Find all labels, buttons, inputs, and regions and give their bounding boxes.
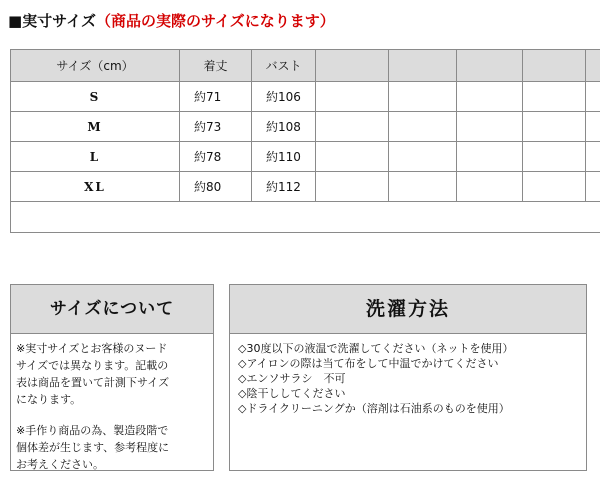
- header-empty: [389, 50, 457, 82]
- bust-cell: 約110: [252, 142, 316, 172]
- washing-instruction: ◇ドライクリーニングか（溶剤は石油系のものを使用）: [238, 402, 510, 415]
- empty-cell: [523, 142, 586, 172]
- size-table: [10, 49, 600, 233]
- table-spacer-row: [11, 202, 600, 233]
- table-header-row: [11, 50, 600, 82]
- size-info-line: ※実寸サイズとお客様のヌード: [16, 342, 168, 355]
- empty-cell: [316, 112, 389, 142]
- size-info-line: お考えください。: [16, 458, 104, 471]
- header-empty: [586, 50, 600, 82]
- title-label: ■実寸サイズ: [8, 12, 96, 30]
- length-cell: 約71: [180, 82, 252, 112]
- header-bust: バスト: [252, 50, 316, 82]
- size-cell: M: [11, 112, 180, 142]
- washing-heading: 洗濯方法: [230, 285, 586, 334]
- bust-cell: 約108: [252, 112, 316, 142]
- washing-body: [230, 334, 586, 416]
- size-info-line: サイズでは異なります。記載の: [16, 359, 169, 372]
- size-cell: L: [11, 142, 180, 172]
- empty-cell: [457, 172, 523, 202]
- table-row: [11, 82, 600, 112]
- bust-cell: 約112: [252, 172, 316, 202]
- empty-cell: [389, 172, 457, 202]
- page-title: [8, 10, 335, 31]
- empty-cell: [523, 172, 586, 202]
- table-row: [11, 112, 600, 142]
- empty-cell: [316, 82, 389, 112]
- table-row: [11, 172, 600, 202]
- length-cell: 約78: [180, 142, 252, 172]
- empty-cell: [457, 142, 523, 172]
- empty-cell: [389, 142, 457, 172]
- empty-cell: [586, 82, 600, 112]
- paragraph-gap: [16, 408, 209, 422]
- size-cell: S: [11, 82, 180, 112]
- size-info-line: 個体差が生じます、参考程度に: [16, 441, 170, 454]
- size-info-line: 表は商品を置いて計測下サイズ: [16, 376, 170, 389]
- empty-cell: [389, 112, 457, 142]
- empty-cell: [586, 142, 600, 172]
- size-info-heading: サイズについて: [11, 285, 213, 334]
- size-info-line: ※手作り商品の為、製造段階で: [16, 424, 169, 437]
- header-empty: [457, 50, 523, 82]
- empty-cell: [523, 112, 586, 142]
- header-size: サイズ（cm）: [11, 50, 180, 82]
- washing-box: [229, 284, 587, 471]
- empty-cell: [389, 82, 457, 112]
- washing-instruction: ◇陰干ししてください: [238, 387, 346, 400]
- header-empty: [316, 50, 389, 82]
- size-info-body: [11, 334, 213, 473]
- bust-cell: 約106: [252, 82, 316, 112]
- empty-cell: [586, 172, 600, 202]
- length-cell: 約73: [180, 112, 252, 142]
- table-row: [11, 142, 600, 172]
- header-empty: [523, 50, 586, 82]
- empty-cell: [457, 82, 523, 112]
- washing-instruction: ◇アイロンの際は当て布をして中温でかけてください: [238, 357, 499, 370]
- empty-cell: [316, 142, 389, 172]
- washing-instruction: ◇30度以下の液温で洗濯してください（ネットを使用）: [238, 342, 514, 355]
- header-length: 着丈: [180, 50, 252, 82]
- size-info-box: [10, 284, 214, 471]
- empty-cell: [586, 112, 600, 142]
- empty-cell: [457, 112, 523, 142]
- length-cell: 約80: [180, 172, 252, 202]
- empty-cell: [11, 202, 600, 233]
- washing-instruction: ◇エンソサラシ 不可: [238, 372, 346, 385]
- title-note: （商品の実際のサイズになります）: [95, 12, 335, 30]
- size-info-line: になります。: [16, 393, 82, 406]
- empty-cell: [316, 172, 389, 202]
- size-cell: XL: [11, 172, 180, 202]
- empty-cell: [523, 82, 586, 112]
